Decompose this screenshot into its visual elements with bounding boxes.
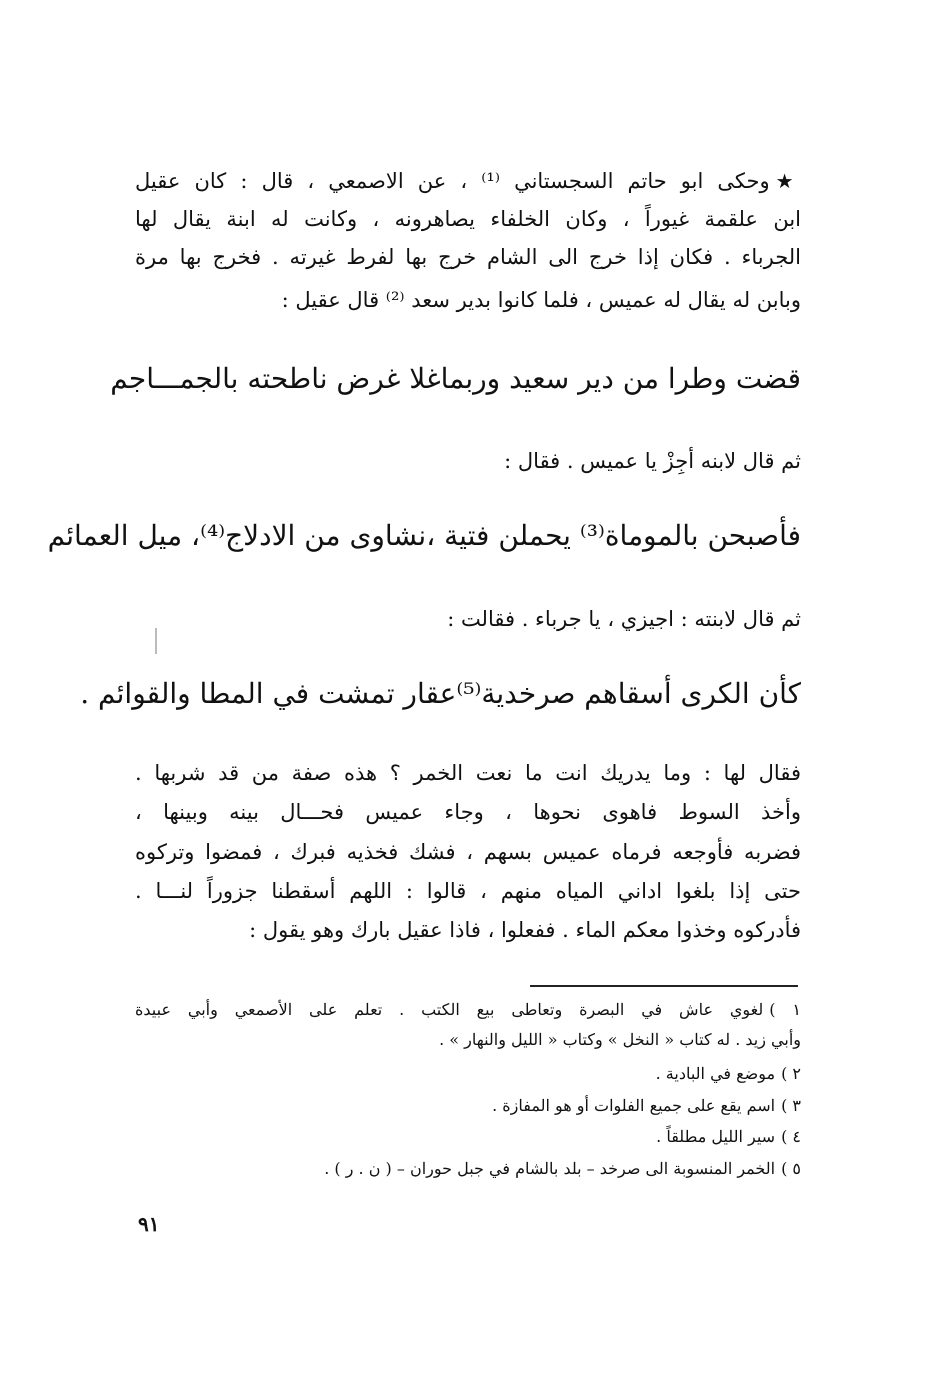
prose-line-4: وبابن له يقال له عميس ، فلما كانوا بدير سعد ⁽²⁾ قال عقيل :: [281, 288, 801, 312]
footnote-4-text: سير الليل مطلقاً .: [656, 1127, 776, 1146]
footnote-2: [135, 1060, 801, 1088]
page-number: ٩١: [138, 1212, 160, 1236]
margin-mark: [155, 628, 157, 654]
star-icon: ★: [775, 169, 802, 193]
verse-2-intro: ثم قال لابنه أجِزْ يا عميس . فقال :: [504, 449, 801, 473]
verse-1-first-hemistich: قضت وطرا من دير سعيد وربما: [440, 362, 801, 395]
prose2-line-2: وأخذ السوط فاهوى نحوها ، وجاء عميس فحـــال بينه وبينها ،: [135, 800, 801, 824]
verse-2: [47, 512, 801, 560]
verse-3-first-hemistich: كأن الكرى أسقاهم صرخدية⁽⁵⁾: [456, 677, 801, 710]
verse-3-second-hemistich: عقار تمشت في المطا والقوائم .: [80, 677, 457, 710]
prose-line-1: [135, 164, 801, 198]
footnote-rule: [530, 985, 798, 987]
prose2-line-3: فضربه فأوجعه فرماه عميس بسهم ، فشك فخذيه فبرك ، فمضوا وتركوه: [135, 840, 801, 864]
footnote-2-text: موضع في البادية .: [655, 1064, 776, 1083]
verse-3: [80, 670, 801, 718]
verse-1-second-hemistich: غلا غرض ناطحته بالجمـــاجم: [110, 362, 441, 395]
prose-line-1-text: وحكى ابو حاتم السجستاني ⁽¹⁾ ، عن الاصمعي ، قال : كان عقيل: [135, 169, 770, 193]
verse-3-intro: ثم قال لابنته : اجيزي ، يا جرباء . فقالت :: [447, 607, 801, 631]
verse-2-second-hemistich: نشاوى من الادلاج⁽⁴⁾، ميل العمائم: [47, 519, 427, 552]
footnote-1-number: ١ ): [769, 1000, 801, 1019]
footnote-4: [135, 1123, 801, 1151]
footnote-1-continued-text: وأبي زيد . له كتاب « النخل » وكتاب « الليل والنهار » .: [439, 1030, 801, 1049]
prose-line-3: الجرباء . فكان إذا خرج الى الشام خرج بها لفرط غيرته . فخرج بها مرة: [135, 245, 801, 269]
footnote-2-number: ٢ ): [781, 1064, 801, 1083]
footnote-5-number: ٥ ): [781, 1159, 801, 1178]
footnote-1: [135, 996, 801, 1024]
footnote-3-text: اسم يقع على جميع الفلوات أو هو المفازة .: [492, 1096, 776, 1115]
footnote-1-text: لغوي عاش في البصرة وتعاطى بيع الكتب . تعلم على الأصمعي وأبي عبيدة: [135, 1000, 764, 1019]
prose2-line-1: فقال لها : وما يدريك انت ما نعت الخمر ؟ هذه صفة من قد شربها .: [135, 761, 801, 785]
verse-1: [110, 355, 801, 403]
prose2-line-5: فأدركوه وخذوا معكم الماء . ففعلوا ، فاذا عقيل بارك وهو يقول :: [249, 918, 801, 942]
footnote-3: [135, 1092, 801, 1120]
prose-line-2: ابن علقمة غيوراً ، وكان الخلفاء يصاهرونه ، وكانت له ابنة يقال لها: [135, 207, 801, 231]
footnote-4-number: ٤ ): [781, 1127, 801, 1146]
footnote-5-text: الخمر المنسوبة الى صرخد – بلد بالشام في جبل حوران – ( ن . ر ) .: [324, 1159, 776, 1178]
footnote-3-number: ٣ ): [781, 1096, 801, 1115]
footnote-1-continued: [135, 1026, 801, 1054]
verse-2-first-hemistich: فأصبحن بالموماة⁽³⁾ يحملن فتية ،: [426, 519, 801, 552]
prose2-line-4: حتى إذا بلغوا اداني المياه منهم ، قالوا : اللهم أسقطنا جزوراً لنـــا .: [135, 879, 801, 903]
footnote-5: [135, 1155, 801, 1183]
